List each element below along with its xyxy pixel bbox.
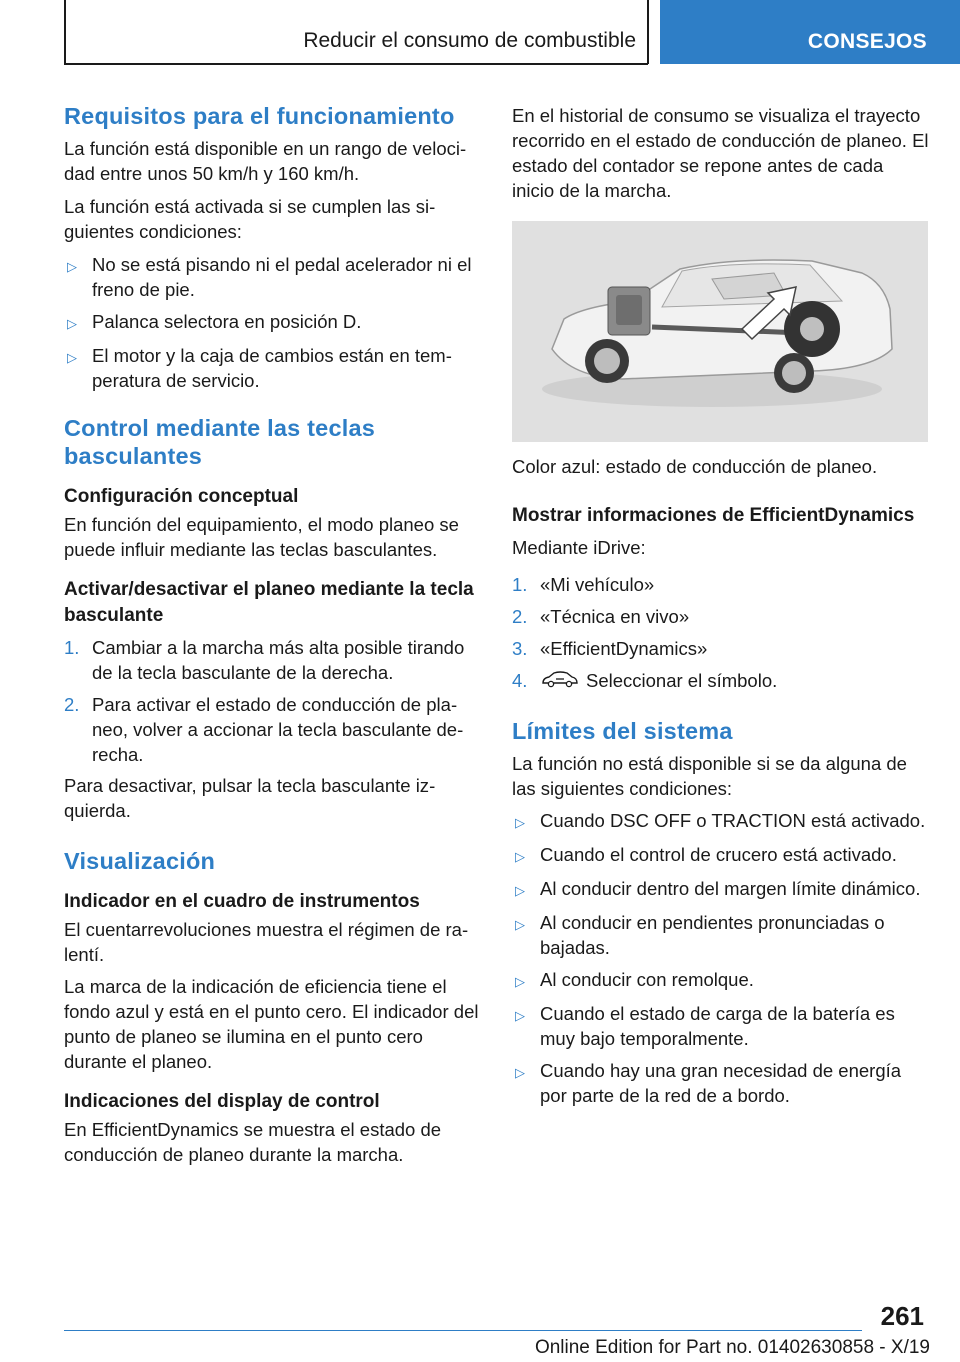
paragraph: La función está activada si se cumplen las siguientes condiciones: — [64, 196, 436, 242]
header-tab-label: CONSEJOS — [807, 30, 927, 53]
paragraph: La función está disponible en un rango de velocidad entre unos 50 km/h y 160 km/h. — [64, 138, 467, 184]
subheading-configuracion: Configuración conceptual — [64, 486, 299, 507]
right-column — [512, 100, 930, 1108]
header-section-title: Reducir el consumo de combustible — [303, 29, 636, 52]
left-column — [64, 100, 480, 1167]
heading-control: Control mediante las teclas basculantes — [64, 415, 375, 469]
triangle-right-icon: ▷ — [515, 917, 525, 932]
triangle-right-icon: ▷ — [515, 883, 525, 898]
list-item: ▷ Palanca selectora en posición D. — [64, 309, 480, 336]
heading-limites: Límites del sistema — [512, 718, 733, 744]
subheading-indicador: Indicador en el cuadro de instrumentos — [64, 891, 420, 912]
triangle-right-icon: ▷ — [515, 815, 525, 830]
triangle-right-icon: ▷ — [515, 974, 525, 989]
paragraph: El cuentarrevoluciones muestra el régimen de ralentí. — [64, 919, 469, 965]
paragraph: La marca de la indicación de eficiencia tiene el fondo azul y está en el punto cero. El indicador del punto de planeo se ilumina en el punto cero durante el planeo. — [64, 976, 479, 1072]
paragraph: En el historial de consumo se visualiza el trayecto recorrido en el estado de conducción de planeo. El estado del contador se repone antes de cada inicio de la marcha. — [512, 105, 929, 201]
paragraph: En EfficientDynamics se muestra el estado de conducción de planeo durante la marcha. — [64, 1119, 442, 1165]
list-item: ▷ Cuando DSC OFF o TRACTION está activado. — [512, 808, 930, 835]
step-item: 2. «Técnica en vivo» — [512, 606, 690, 627]
paragraph: En función del equipamiento, el modo planeo se puede influir mediante las teclas basculantes. — [64, 514, 459, 560]
step-item: 3. «EfficientDynamics» — [512, 638, 708, 659]
triangle-right-icon: ▷ — [67, 316, 77, 331]
car-illustration — [512, 221, 928, 442]
step-item: 2. Para activar el estado de conducción de planeo, volver a accionar la tecla basculante derecha. — [64, 694, 464, 765]
car-cutaway-image — [512, 221, 928, 442]
list-item: ▷ Al conducir con remolque. — [512, 967, 930, 994]
header-tab-consejos[interactable] — [660, 0, 960, 64]
header-divider — [647, 0, 649, 64]
triangle-right-icon: ▷ — [67, 259, 77, 274]
step-item: 1. Cambiar a la marcha más alta posible tirando de la tecla basculante de la derecha. — [64, 637, 465, 683]
paragraph: Mediante iDrive: — [512, 537, 646, 558]
paragraph: Para desactivar, pulsar la tecla basculante izquierda. — [64, 775, 436, 821]
footer-rule — [64, 1330, 862, 1331]
header-bottom-rule — [64, 63, 648, 65]
list-item: ▷ El motor y la caja de cambios están en temperatura de servicio. — [64, 343, 480, 393]
list-item: ▷ Cuando hay una gran necesidad de energía por parte de la red de a bordo. — [512, 1058, 930, 1108]
list-item: ▷ Cuando el control de crucero está activado. — [512, 842, 930, 869]
step-item: 1. «Mi vehículo» — [512, 574, 655, 595]
figure-caption: Color azul: estado de conducción de planeo. — [512, 456, 878, 477]
page-number: 261 — [880, 1301, 924, 1331]
triangle-right-icon: ▷ — [515, 849, 525, 864]
triangle-right-icon: ▷ — [515, 1008, 525, 1023]
footer-edition: Online Edition for Part no. 01402630858 - X/19 — [534, 1337, 930, 1358]
list-item: ▷ Al conducir en pendientes pronunciadas o bajadas. — [512, 910, 930, 960]
step-item: 4. Seleccionar el símbolo. — [512, 670, 778, 691]
list-item: ▷ Al conducir dentro del margen límite dinámico. — [512, 876, 930, 903]
paragraph: La función no está disponible si se da alguna de las siguientes condiciones: — [512, 753, 907, 799]
list-item: ▷ No se está pisando ni el pedal acelerador ni el freno de pie. — [64, 252, 480, 302]
subheading-display: Indicaciones del display de control — [64, 1091, 380, 1112]
car-efficiency-icon — [540, 670, 580, 690]
subheading-mostrar: Mostrar informaciones de EfficientDynamics — [512, 505, 915, 526]
triangle-right-icon: ▷ — [515, 1065, 525, 1080]
subheading-activar: Activar/desactivar el planeo mediante la tecla basculante — [64, 579, 474, 626]
triangle-right-icon: ▷ — [67, 350, 77, 365]
list-item: ▷ Cuando el estado de carga de la batería es muy bajo temporalmente. — [512, 1001, 930, 1051]
heading-visualizacion: Visualización — [64, 848, 216, 874]
heading-requisitos: Requisitos para el funcionamiento — [64, 103, 455, 129]
